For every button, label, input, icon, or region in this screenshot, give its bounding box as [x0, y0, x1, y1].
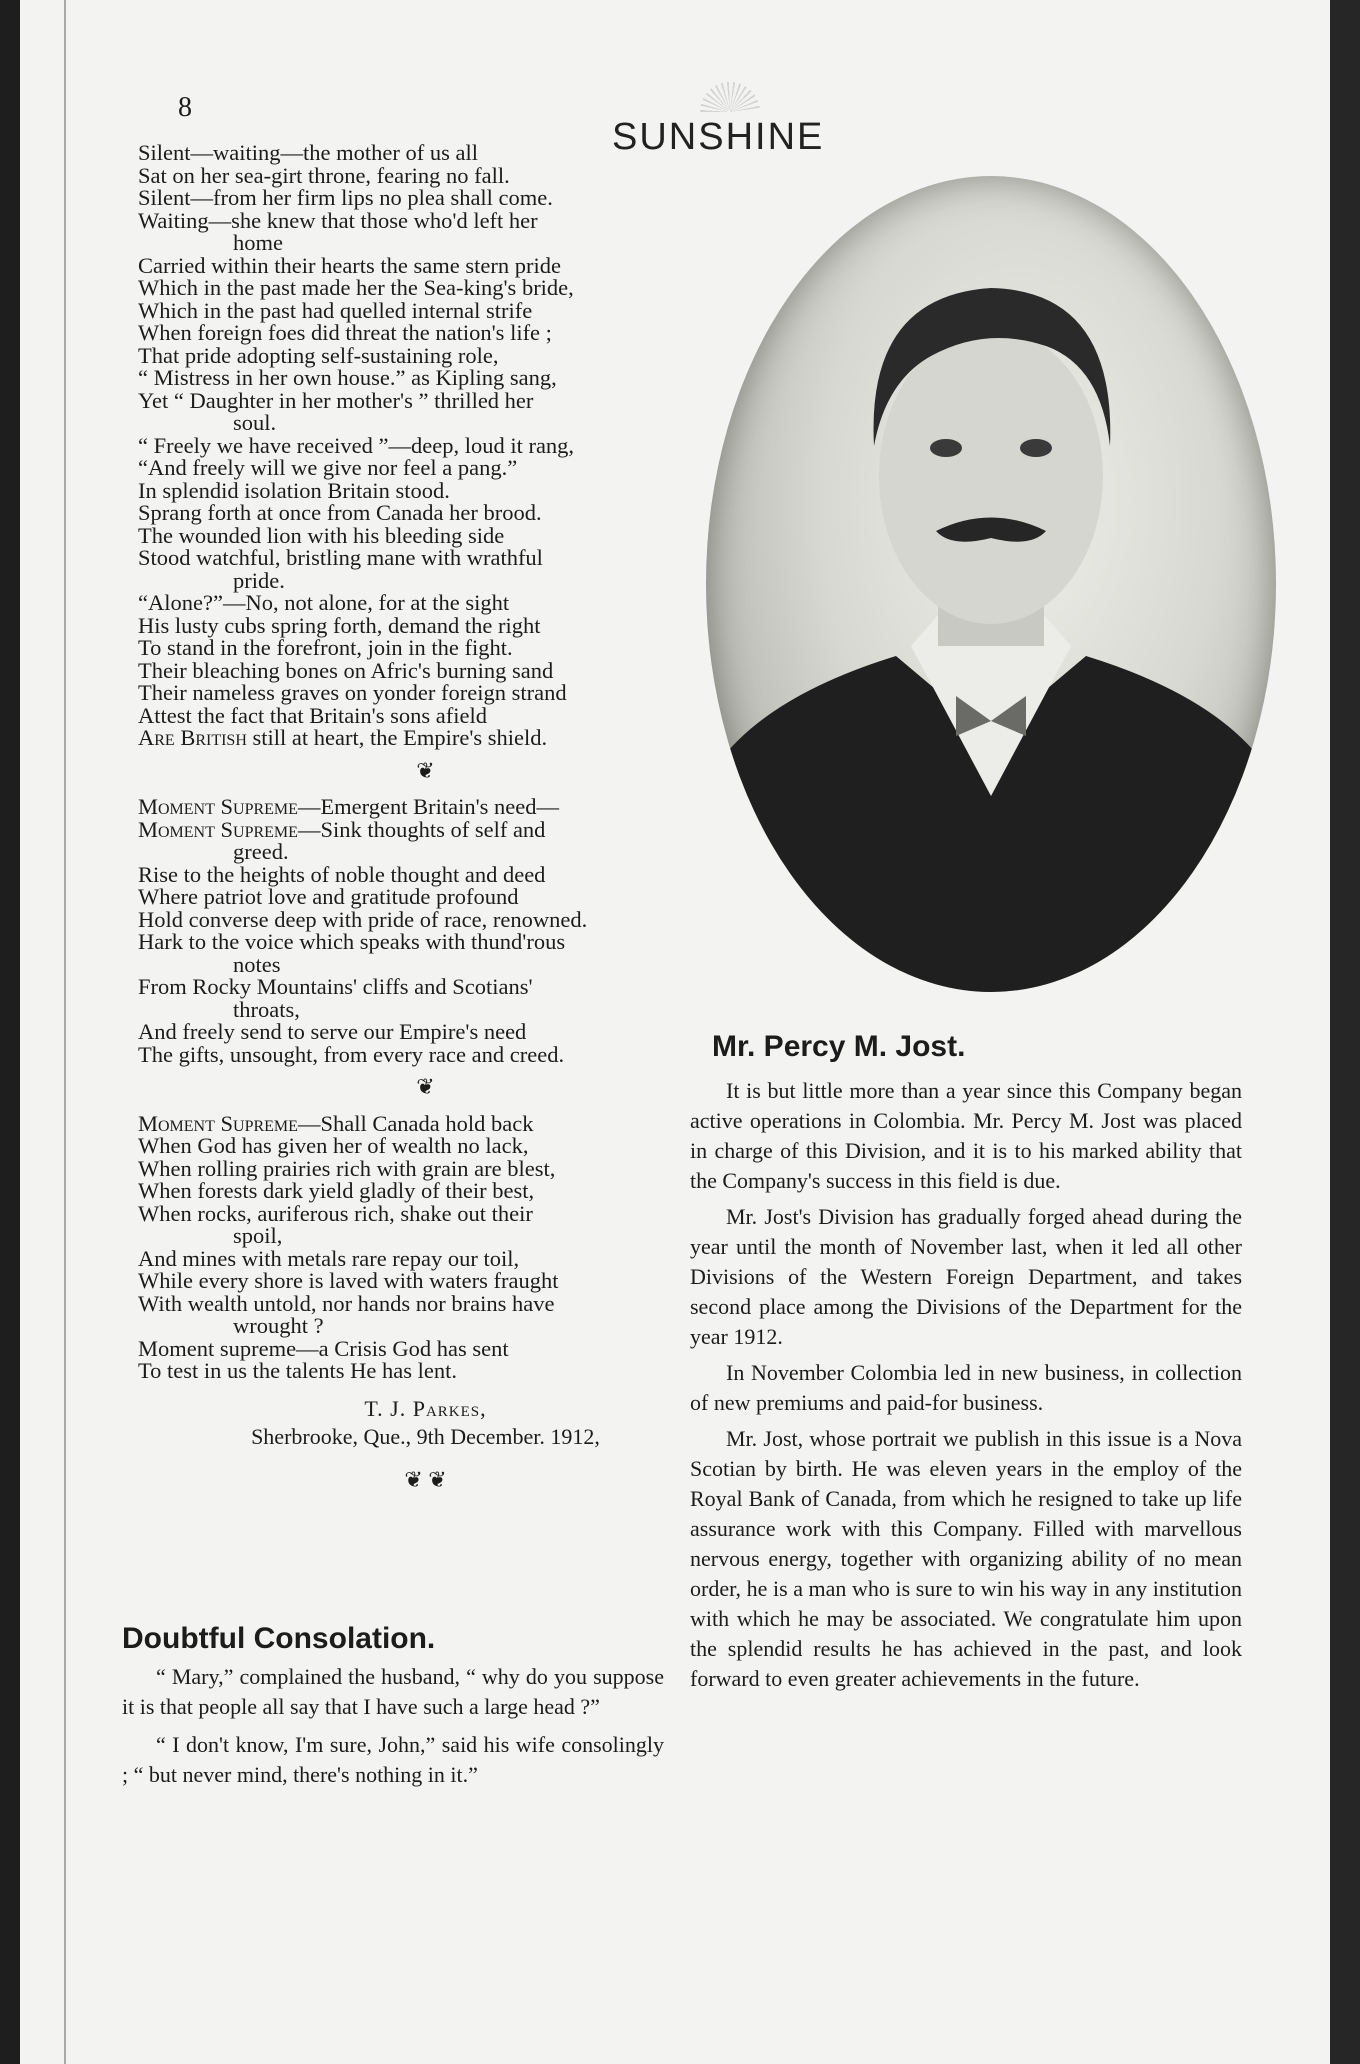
poem-line-text: When forests dark yield gladly of their best, — [138, 1178, 535, 1203]
poem-line — [138, 996, 713, 1022]
poem-line-text: To stand in the forefront, join in the fight. — [138, 635, 513, 660]
poem-line — [138, 682, 713, 705]
poem-line — [138, 727, 713, 750]
poem-line — [138, 1041, 713, 1067]
poem-line-text: Their nameless graves on yonder foreign strand — [138, 680, 567, 705]
poem-line-text: throats, — [233, 996, 300, 1022]
poem-line — [138, 886, 713, 909]
poem-line-text: Hark to the voice which speaks with thund'rous — [138, 929, 566, 954]
poem-line-text: Moment supreme—a Crisis God has sent — [138, 1335, 509, 1361]
poem-line — [138, 906, 713, 932]
poem-line-text: Yet “ Daughter in her mother's ” thrilled her — [138, 387, 534, 413]
poem-line-text: still at heart, the Empire's shield. — [246, 725, 548, 750]
poem-line — [138, 367, 713, 390]
poem-line-text: Sat on her sea-girt throne, fearing no fall. — [138, 162, 510, 188]
jost-article — [690, 1032, 1242, 1700]
poem-line — [138, 702, 713, 728]
poem-small-caps: Moment Supreme — [138, 794, 298, 819]
poem-line-text: pride. — [233, 567, 285, 593]
poem-line-text: Silent—from her firm lips no plea shall come. — [138, 185, 553, 210]
poem-line-text: And freely send to serve our Empire's need — [138, 1019, 527, 1044]
poem-line — [138, 931, 713, 954]
portrait-figure — [706, 176, 1276, 992]
poem-line — [138, 1360, 713, 1383]
doubtful-consolation-paragraph: “ Mary,” complained the husband, “ why do you suppose it is that people all say that I have such a large head ?” — [122, 1664, 664, 1719]
jost-article-heading: Mr. Percy M. Jost. — [712, 1030, 966, 1063]
poem-line — [138, 841, 713, 864]
poem-line — [138, 1335, 713, 1361]
poem-line-text: —Sink thoughts of self and — [297, 816, 546, 842]
portrait-photo — [706, 176, 1276, 992]
poem-line-text: spoil, — [233, 1223, 283, 1248]
poem-line-text: Stood watchful, bristling mane with wrathful — [138, 545, 543, 570]
poem-author: T. J. Parkes, — [364, 1395, 487, 1421]
poem-line — [138, 612, 713, 638]
poem-line — [138, 142, 713, 165]
poem-line-text: “Alone?”—No, not alone, for at the sight — [138, 590, 510, 615]
poem-line-text: “And freely will we give nor feel a pang.” — [138, 455, 518, 480]
masthead-title: SUNSHINE — [612, 116, 825, 158]
poem-line-text: His lusty cubs spring forth, demand the right — [138, 612, 541, 638]
poem — [138, 142, 713, 1505]
poem-line-text: Sprang forth at once from Canada her brood. — [138, 500, 542, 525]
doubtful-consolation-paragraph: “ I don't know, I'm sure, John,” said his wife consolingly ; “ but never mind, there's nothing in it.” — [122, 1732, 664, 1787]
doubtful-consolation-article — [122, 1624, 664, 1798]
portrait-face — [879, 328, 1103, 624]
poem-line — [138, 477, 713, 503]
poem-line-text: With wealth untold, nor hands nor brains have — [138, 1290, 555, 1316]
poem-line-text: Carried within their hearts the same stern pride — [138, 252, 561, 278]
poem-line-text: —Shall Canada hold back — [297, 1110, 534, 1136]
poem-line-text: The gifts, unsought, from every race and creed. — [138, 1041, 565, 1067]
poem-line-text: Which in the past had quelled internal strife — [138, 297, 533, 323]
jost-article-paragraph: Mr. Jost, whose portrait we publish in this issue is a Nova Scotian by birth. He was eleven years in the employ of the Royal Bank of Canada, from which he resigned to take up life assurance work with this Company. Filled with marvellous nervous energy, together with organizing ability of no mean order, he is a man who is sure to win his way in any institution with which he may be associated. We congratulate him upon the splendid results he has achieved in the past, and look forward to even greater achievements in the future. — [690, 1426, 1242, 1691]
poem-line — [138, 1021, 713, 1044]
poem-line-text: “ Freely we have received ”—deep, loud it rang, — [138, 432, 575, 458]
poem-line — [138, 457, 713, 480]
poem-line — [138, 187, 713, 210]
poem-line-text: “ Mistress in her own house.” as Kipling sang, — [138, 365, 557, 390]
poem-line-text: The wounded lion with his bleeding side — [138, 522, 505, 548]
poem-line-text: notes — [233, 951, 281, 977]
jost-article-paragraph: Mr. Jost's Division has gradually forged ahead during the year until the month of November last, when it led all other Divisions of the Western Foreign Department, and takes second place among the Divisions of the Department for the year 1912. — [690, 1204, 1242, 1349]
poem-line — [138, 387, 713, 413]
poem-line-text: To test in us the talents He has lent. — [138, 1358, 457, 1383]
poem-line — [138, 232, 713, 255]
poem-line — [138, 412, 713, 435]
poem-line — [138, 861, 713, 887]
poem-line-text: In splendid isolation Britain stood. — [138, 477, 450, 503]
poem-line-text: When rocks, auriferous rich, shake out their — [138, 1200, 533, 1226]
poem-line-text: When foreign foes did threat the nation's life ; — [138, 320, 552, 345]
poem-line — [138, 1245, 713, 1271]
poem-line — [138, 1180, 713, 1203]
ornament-icon: ❦ — [416, 757, 435, 783]
poem-line-text: Waiting—she knew that those who'd left her — [138, 207, 538, 233]
poem-line — [138, 592, 713, 615]
poem-line-text: From Rocky Mountains' cliffs and Scotians' — [138, 974, 533, 999]
poem-line — [138, 1315, 713, 1338]
poem-line — [138, 1110, 713, 1136]
poem-line — [138, 162, 713, 188]
doubtful-consolation-heading: Doubtful Consolation. — [122, 1622, 436, 1655]
poem-line-text: Where patriot love and gratitude profound — [138, 884, 519, 909]
poem-line-text: —Emergent Britain's need— — [297, 794, 560, 819]
poem-small-caps: Moment Supreme — [138, 816, 298, 842]
poem-line — [138, 1290, 713, 1316]
poem-line-text: When God has given her of wealth no lack, — [138, 1133, 529, 1158]
portrait-eye-left — [930, 439, 962, 457]
book-edge-right — [1330, 0, 1360, 2064]
poem-stanza — [138, 1110, 713, 1383]
poem-line — [138, 207, 713, 233]
page-number: 8 — [178, 92, 192, 123]
page-spine-line — [64, 0, 66, 2064]
poem-line — [138, 567, 713, 593]
poem-line-text: wrought ? — [233, 1313, 324, 1338]
poem-line-text: That pride adopting self-sustaining role, — [138, 342, 499, 368]
poem-small-caps: Are British — [138, 725, 247, 750]
poem-line — [138, 342, 713, 368]
poem-line-text: Attest the fact that Britain's sons afield — [138, 702, 487, 728]
jost-article-paragraph: It is but little more than a year since this Company began active operations in Colombia. Mr. Percy M. Jost was placed in charge of this Division, and it is to his marked ability that the Company's success in this field is due. — [690, 1078, 1242, 1193]
poem-stanza — [138, 142, 713, 750]
jost-article-paragraph: In November Colombia led in new business, in collection of new premiums and paid-for business. — [690, 1360, 1242, 1415]
poem-line — [138, 657, 713, 683]
poem-line — [138, 432, 713, 458]
poem-line-text: Their bleaching bones on Afric's burning sand — [138, 657, 554, 683]
poem-line-text: While every shore is laved with waters fraught — [138, 1268, 559, 1293]
ornament-icon: ❦ — [416, 1074, 435, 1099]
poem-line — [138, 796, 713, 819]
poem-line — [138, 951, 713, 977]
poem-line — [138, 1135, 713, 1158]
poem-line — [138, 1225, 713, 1248]
poem-line-text: Hold converse deep with pride of race, renowned. — [138, 906, 588, 932]
poem-line — [138, 502, 713, 525]
poem-line — [138, 252, 713, 278]
poem-line — [138, 277, 713, 300]
ornament-icon: ❦ ❦ — [404, 1466, 447, 1492]
poem-line — [138, 322, 713, 345]
poem-line-text: soul. — [233, 410, 277, 435]
book-edge-left — [0, 0, 20, 2064]
poem-line — [138, 297, 713, 323]
poem-line-text: When rolling prairies rich with grain are blest, — [138, 1155, 556, 1181]
poem-line-text: And mines with metals rare repay our toil, — [138, 1245, 520, 1271]
poem-stanza — [138, 796, 713, 1066]
poem-line — [138, 1270, 713, 1293]
poem-line — [138, 1155, 713, 1181]
poem-line — [138, 637, 713, 660]
poem-place-date: Sherbrooke, Que., 9th December. 1912, — [251, 1423, 600, 1449]
poem-line-text: greed. — [233, 839, 289, 864]
poem-line — [138, 522, 713, 548]
portrait-eye-right — [1020, 439, 1052, 457]
poem-line — [138, 547, 713, 570]
poem-line-text: home — [233, 230, 283, 255]
poem-line-text: Which in the past made her the Sea-king's bride, — [138, 275, 574, 300]
poem-signature — [138, 1383, 713, 1451]
poem-line — [138, 976, 713, 999]
poem-line — [138, 816, 713, 842]
poem-line-text: Rise to the heights of noble thought and deed — [138, 861, 546, 887]
poem-line — [138, 1200, 713, 1226]
poem-small-caps: Moment Supreme — [138, 1110, 298, 1136]
poem-line-text: Silent—waiting—the mother of us all — [138, 140, 478, 165]
